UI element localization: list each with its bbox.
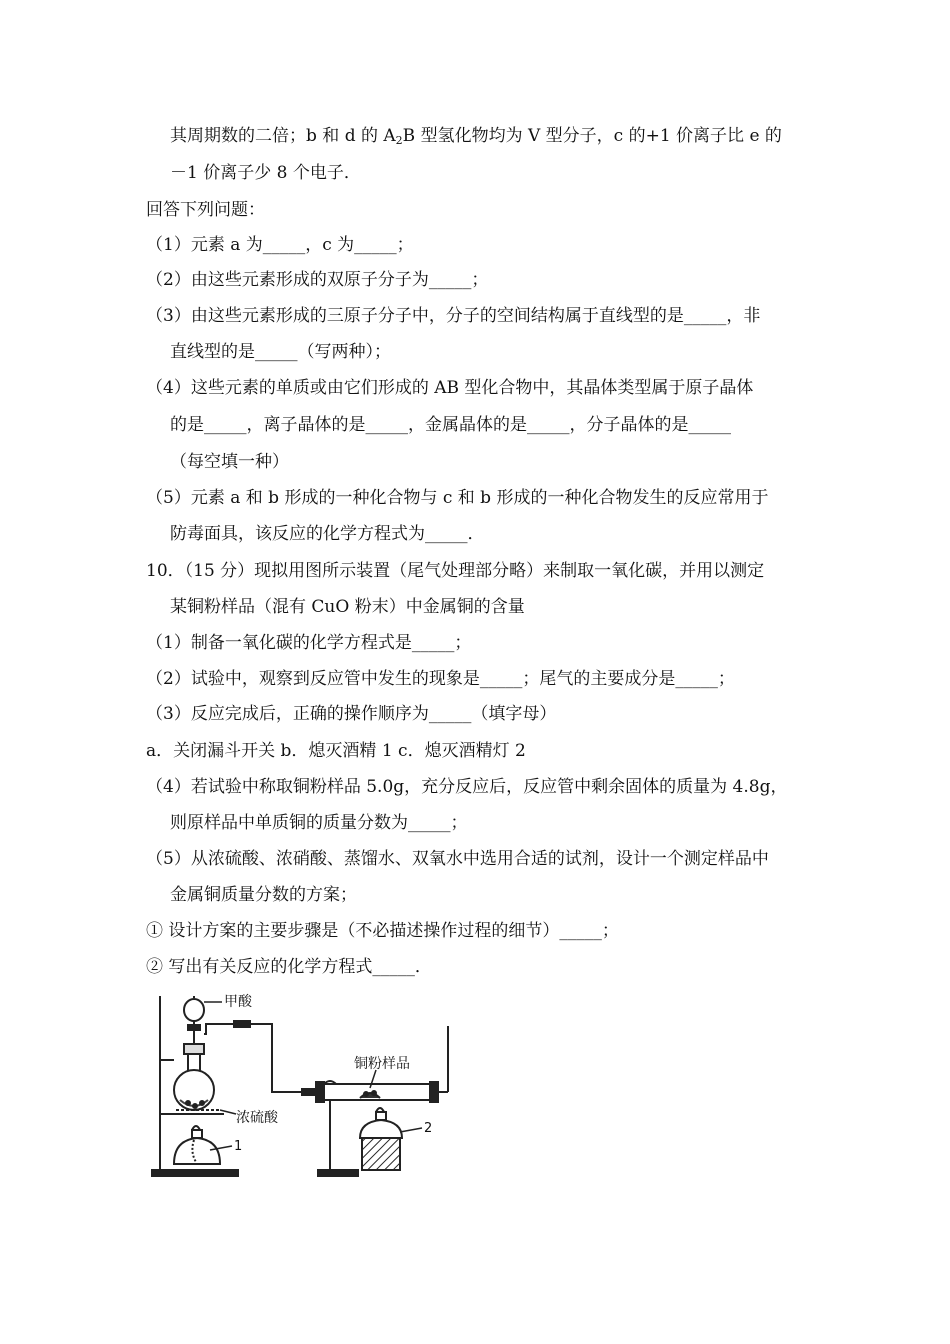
leader-lamp-2: [400, 1128, 422, 1132]
alcohol-lamp-2: [360, 1108, 402, 1170]
round-bottom-flask: [172, 1044, 224, 1114]
question-2: （2）由这些元素形成的双原子分子为_____；: [146, 270, 489, 290]
apparatus-figure: [150, 988, 460, 1180]
text-line-intro: 回答下列问题：: [146, 200, 265, 220]
sub-question-1: （1）制备一氧化碳的化学方程式是_____；: [146, 633, 472, 653]
question-3-line-2: 直线型的是_____（写两种）；: [170, 342, 391, 362]
connecting-tube: [204, 1021, 318, 1095]
sub-question-5-part-1: ① 设计方案的主要步骤是（不必描述操作过程的细节）_____；: [146, 921, 619, 941]
label-copper-sample: 铜粉样品: [354, 1056, 410, 1072]
sub-question-5-line-2: 金属铜质量分数的方案；: [170, 885, 357, 905]
sub-question-3: （3）反应完成后，正确的操作顺序为_____（填字母）: [146, 704, 557, 724]
problem-10-line-1: 10．（15 分）现拟用图所示装置（尾气处理部分略）来制取一氧化碳，并用以测定: [146, 561, 765, 581]
sub-question-2: （2）试验中，观察到反应管中发生的现象是_____；尾气的主要成分是_____；: [146, 669, 735, 689]
label-lamp-1: 1: [234, 1139, 243, 1154]
question-5-line-1: （5）元素 a 和 b 形成的一种化合物与 c 和 b 形成的一种化合物发生的反应常用于: [146, 488, 769, 508]
question-4-line-3: （每空填一种）: [170, 452, 289, 472]
question-5-line-2: 防毒面具，该反应的化学方程式为_____．: [170, 524, 485, 544]
sub-question-3-options: a．关闭漏斗开关 b．熄灭酒精 1 c．熄灭酒精灯 2: [146, 741, 526, 761]
sub-question-5-line-1: （5）从浓硫酸、浓硝酸、蒸馏水、双氧水中选用合适的试剂，设计一个测定样品中: [146, 849, 769, 869]
question-1: （1）元素 a 为_____，c 为_____；: [146, 235, 414, 255]
label-lamp-2: 2: [424, 1121, 433, 1136]
question-4-line-1: （4）这些元素的单质或由它们形成的 AB 型化合物中，其晶体类型属于原子晶体: [146, 378, 754, 398]
text-line-p2: －1 价离子少 8 个电子．: [170, 163, 361, 183]
question-3-line-1: （3）由这些元素形成的三原子分子中，分子的空间结构属于直线型的是_____，非: [146, 306, 761, 326]
question-4-line-2: 的是_____，离子晶体的是_____，金属晶体的是_____，分子晶体的是_____: [170, 415, 731, 435]
label-formic-acid: 甲酸: [224, 994, 252, 1010]
sub-question-4-line-1: （4）若试验中称取铜粉样品 5.0g，充分反应后，反应管中剩余固体的质量为 4.8g，: [146, 777, 788, 797]
text-line-p1: 其周期数的二倍；b 和 d 的 $A_2B$ 型氢化物均为 V 型分子，c 的+1 价离子比 e 的: [170, 126, 782, 147]
sub-question-4-line-2: 则原样品中单质铜的质量分数为_____；: [170, 813, 468, 833]
sub-question-5-part-2: ② 写出有关反应的化学方程式_____．: [146, 957, 432, 977]
problem-10-line-2: 某铜粉样品（混有 CuO 粉末）中金属铜的含量: [170, 597, 525, 617]
label-conc-h2so4: 浓硫酸: [236, 1110, 278, 1126]
alcohol-lamp-1: [174, 1126, 220, 1164]
